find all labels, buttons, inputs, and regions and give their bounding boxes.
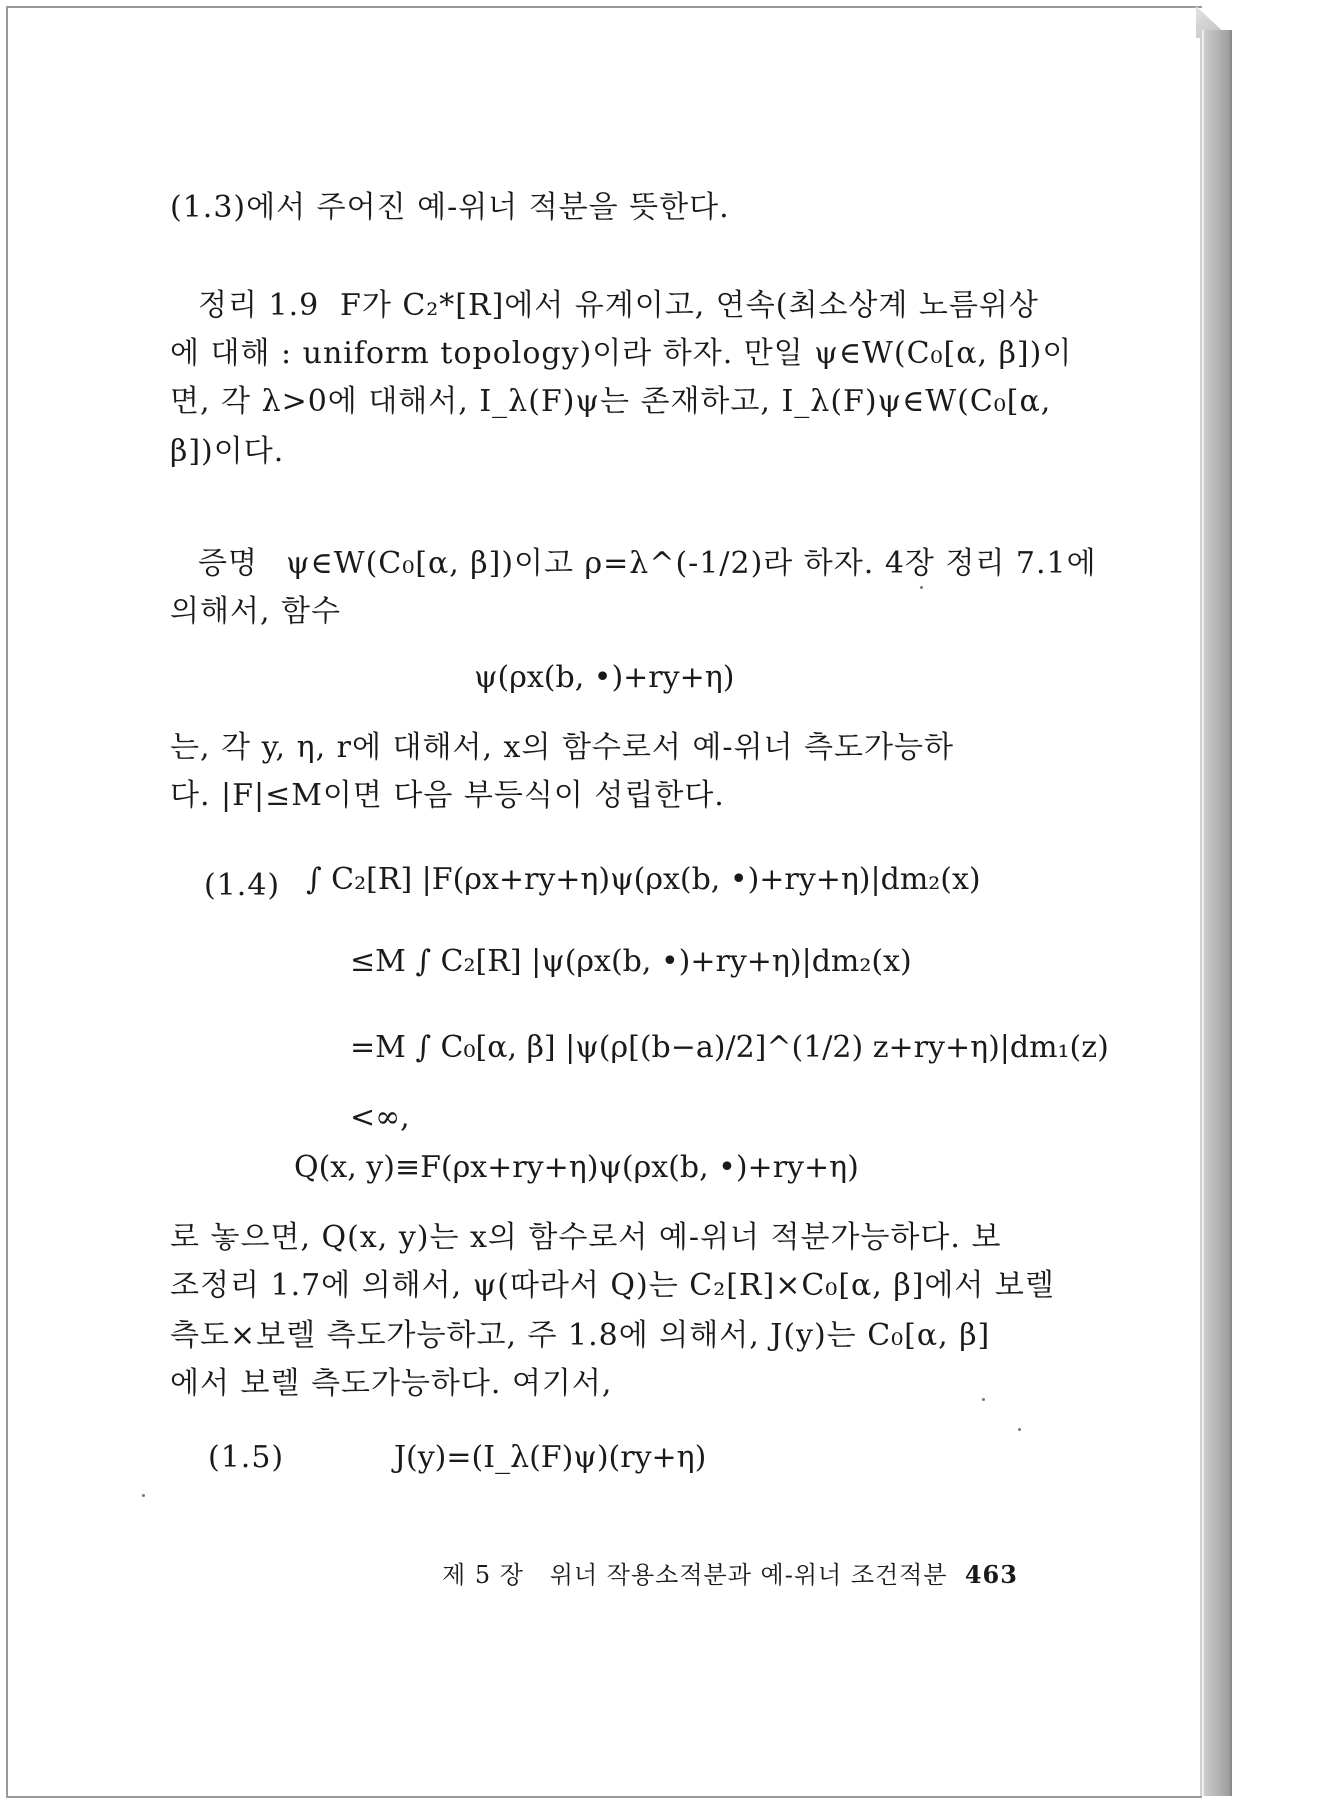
running-footer (442, 1560, 1018, 1590)
text-line: 측도×보렐 측도가능하고, 주 1.8에 의해서, J(y)는 C₀[α, β] (170, 1318, 991, 1353)
book-page (6, 6, 1202, 1798)
page-edge-stack (1200, 30, 1232, 1796)
equation-number: (1.4) (204, 868, 281, 903)
equation-line: J(y)=(I_λ(F)ψ)(ry+η) (394, 1440, 707, 1475)
text-line: 에서 보렐 측도가능하다. 여기서, (170, 1366, 613, 1401)
proof-line: ψ∈W(C₀[α, β])이고 ρ=λ^(-1/2)라 하자. 4장 정리 7.1에 (286, 546, 1097, 581)
equation-number: (1.5) (208, 1440, 285, 1475)
scan-speck (982, 1398, 985, 1401)
theorem-label: 정리 1.9 (198, 288, 320, 323)
proof-label: 증명 (198, 546, 258, 581)
display-equation: ψ(ρx(b, •)+ry+η) (474, 660, 735, 695)
footer-chapter: 제 5 장 (442, 1561, 524, 1589)
text-line: (1.3)에서 주어진 예-위너 적분을 뜻한다. (170, 190, 730, 225)
equation-line: <∞, (350, 1100, 410, 1135)
equation-line: ∫ C₂[R] |F(ρx+ry+η)ψ(ρx(b, •)+ry+η)|dm₂(x) (306, 862, 981, 897)
scan-speck (142, 1494, 145, 1497)
proof-line: 다. |F|≤M이면 다음 부등식이 성립한다. (170, 778, 725, 813)
proof-line: 는, 각 y, η, r에 대해서, x의 함수로서 예-위너 측도가능하 (170, 730, 954, 765)
scan-speck (1018, 1428, 1021, 1431)
theorem-line: β])이다. (170, 434, 285, 469)
theorem-line: 에 대해 : uniform topology)이라 하자. 만일 ψ∈W(C₀[α, β])이 (170, 336, 1073, 371)
theorem-line: 면, 각 λ>0에 대해서, I_λ(F)ψ는 존재하고, I_λ(F)ψ∈W(C₀[α, (170, 384, 1052, 419)
page-number: 463 (964, 1560, 1018, 1589)
scan-speck (920, 586, 923, 589)
text-line: 로 놓으면, Q(x, y)는 x의 함수로서 예-위너 적분가능하다. 보 (170, 1220, 1002, 1255)
proof-line: 의해서, 함수 (170, 594, 341, 629)
equation-line: Q(x, y)≡F(ρx+ry+η)ψ(ρx(b, •)+ry+η) (294, 1150, 859, 1185)
footer-title: 위너 작용소적분과 예-위너 조건적분 (549, 1561, 948, 1589)
text-line: 조정리 1.7에 의해서, ψ(따라서 Q)는 C₂[R]×C₀[α, β]에서 보렐 (170, 1268, 1055, 1303)
equation-line: =M ∫ C₀[α, β] |ψ(ρ[(b−a)/2]^(1/2) z+ry+η)|dm₁(z) (350, 1030, 1109, 1065)
equation-line: ≤M ∫ C₂[R] |ψ(ρx(b, •)+ry+η)|dm₂(x) (350, 944, 912, 979)
theorem-line: F가 C₂*[R]에서 유계이고, 연속(최소상계 노름위상 (340, 288, 1039, 323)
